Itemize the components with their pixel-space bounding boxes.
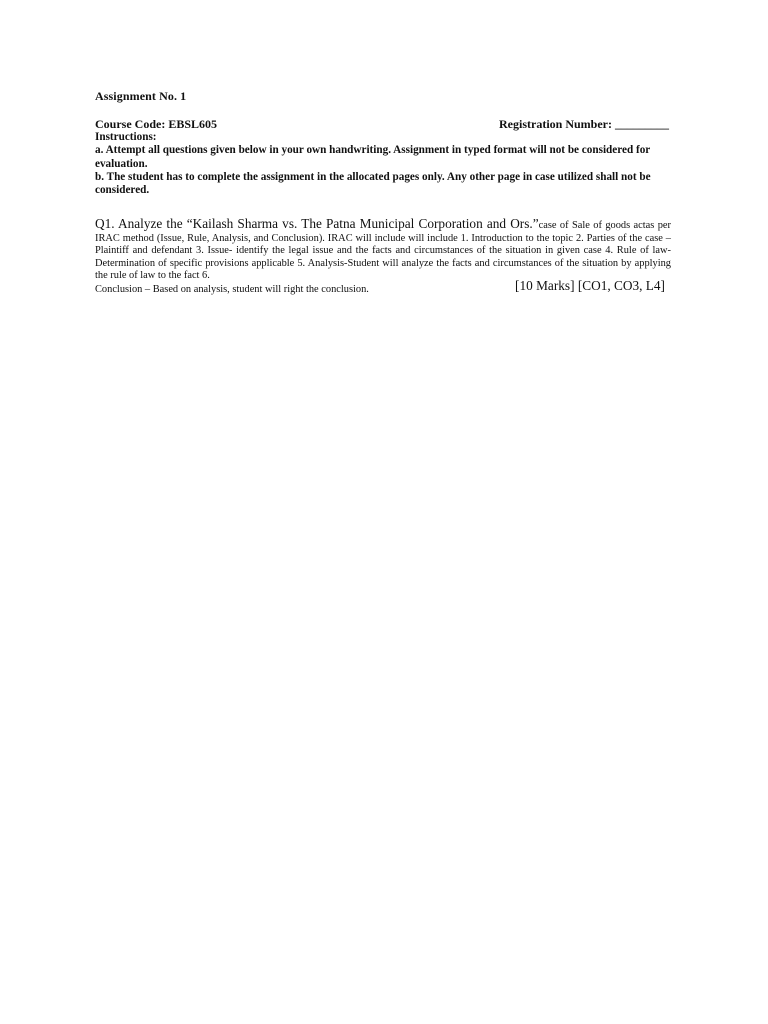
assignment-title: Assignment No. 1 bbox=[95, 89, 187, 103]
question-text bbox=[95, 218, 671, 283]
course-code: Course Code: EBSL605 bbox=[95, 117, 218, 131]
instruction-b: b. The student has to complete the assignment in the allocated pages only. Any other page in case utilized shall not be considered. bbox=[95, 170, 651, 197]
registration-number: Registration Number: _________ bbox=[499, 117, 669, 131]
question-final-row bbox=[95, 277, 671, 297]
question-1 bbox=[95, 218, 671, 297]
instructions-block bbox=[95, 131, 655, 197]
question-marks: [10 Marks] [CO1, CO3, L4] bbox=[515, 277, 665, 293]
question-lead: Q1. Analyze the “Kailash Sharma vs. The Patna Municipal Corporation and Ors.” bbox=[95, 216, 539, 231]
instructions-heading: Instructions: bbox=[95, 131, 157, 143]
instruction-a: a. Attempt all questions given below in your own handwriting. Assignment in typed format will not be considered for evaluation. bbox=[95, 144, 651, 170]
question-conclusion-line: Conclusion – Based on analysis, student will right the conclusion. bbox=[95, 283, 369, 295]
question-body: case of Sale of goods actas per IRAC method (Issue, Rule, Analysis, and Conclusion). IRAC will include will include 1. Introduction to the topic 2. Parties of the case – Plaintiff and defendant 3. Issue- identify the legal issue and the facts and circumstances of the situation in given case 4. Rule of law-Determination of specific provisions applicable 5. Analysis-Student will analyze the facts and circumstances of the situation by applying the rule of law to the fact 6. bbox=[95, 220, 671, 282]
